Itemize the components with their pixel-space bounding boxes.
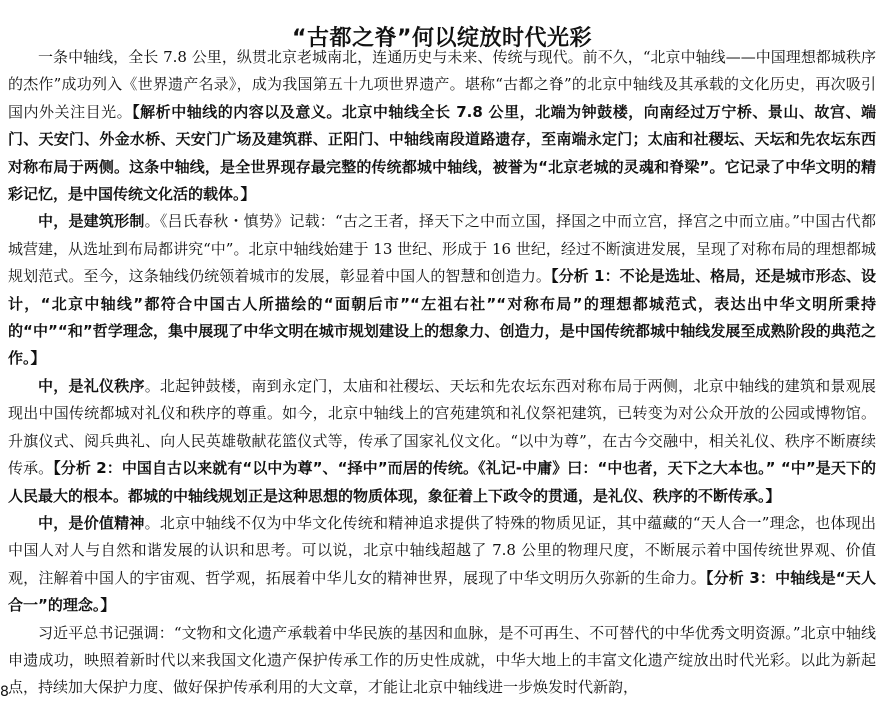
paragraph-conclusion <box>8 620 876 702</box>
paragraph-etiquette <box>8 373 876 510</box>
paragraph-text: 。北京中轴线不仅为中华文化传统和精神追求提供了特殊的物质见证，其中蕴藏的“天人合一”理念，也体现出中国人对人与自然和谐发展的认识和思考。可以说，北京中轴线超越了 7.8 公里的物理尺度，不断展示着中国传统世界观、价值观，注解着中国人的宇宙观、哲学观，拓展着中华儿女的精神世界，展现了中华文明历久弥新的生命力。 <box>8 513 876 587</box>
article-title: “古都之脊”何以绽放时代光彩 <box>292 25 592 51</box>
page-number: 8 <box>0 684 9 700</box>
analysis-note: 【分析 2：中国自古以来就有“以中为尊”、“择中”而居的传统。《礼记-中庸》曰：“中也者，天下之大本也。” “中”是天下的人民最大的根本。都城的中轴线规划正是这种思想的物质体现，象征着上下政令的贯通，是礼仪、秩序的不断传承。】 <box>8 459 876 505</box>
paragraph-text: 。《吕氏春秋・慎势》记载：“古之王者，择天下之中而立国，择国之中而立宫，择宫之中而立庙。”中国古代都城营建，从选址到布局都讲究“中”。北京中轴线始建于 13 世纪、形成于 16 世纪，经过不断演进发展，呈现了对称布局的理想都城规划范式。至今，这条轴线仍统领着城市的发展，彰显着中国人的智慧和创造力。 <box>8 212 876 286</box>
paragraph-text: 。北起钟鼓楼，南到永定门，太庙和社稷坛、天坛和先农坛东西对称布局于两侧，北京中轴线的建筑和景观展现出中国传统都城对礼仪和秩序的尊重。如今，北京中轴线上的宫苑建筑和礼仪祭祀建筑，已转变为对公众开放的公园或博物馆。升旗仪式、阅兵典礼、向人民英雄敬献花篮仪式等，传承了国家礼仪文化。“以中为尊”，在古今交融中，相关礼仪、秩序不断赓续传承。 <box>8 376 876 478</box>
paragraph-architecture <box>8 208 876 372</box>
analysis-note: 【分析 3：中轴线是“天人合一”的理念。】 <box>8 568 876 615</box>
paragraph-values <box>8 510 876 620</box>
analysis-note: 【分析 1：不论是选址、格局，还是城市形态、设计，“北京中轴线”都符合中国古人所描绘的“面朝后市”“左祖右社”“对称布局”的理想都城范式，表达出中华文明所秉持的“中”“和”哲学理念，集中展现了中华文明在城市规划建设上的想象力、创造力，是中国传统都城中轴线发展至成熟阶段的典范之作。】 <box>8 267 876 368</box>
paragraph-heading: 中，是价值精神 <box>38 513 145 532</box>
paragraph-intro <box>8 44 876 208</box>
article-body <box>8 44 876 702</box>
paragraph-text: 一条中轴线，全长 7.8 公里，纵贯北京老城南北，连通历史与未来、传统与现代。前不久，“北京中轴线——中国理想都城秩序的杰作”成功列入《世界遗产名录》，成为我国第五十九项世界遗产。堪称“古都之脊”的北京中轴线及其承载的文化历史，再次吸引国内外关注目光。 <box>8 48 876 121</box>
paragraph-heading: 中，是礼仪秩序 <box>38 376 145 395</box>
analysis-note: 【解析中轴线的内容以及意义。北京中轴线全长 7.8 公里，北端为钟鼓楼，向南经过万宁桥、景山、故宫、端门、天安门、外金水桥、天安门广场及建筑群、正阳门、中轴线南段道路遗存，至南端永定门；太庙和社稷坛、天坛和先农坛东西对称布局于两侧。这条中轴线，是全世界现存最完整的传统都城中轴线，被誉为“北京老城的灵魂和脊梁”。它记录了中华文明的精彩记忆，是中国传统文化活的载体。】 <box>8 102 876 204</box>
paragraph-text: 习近平总书记强调：“文物和文化遗产承载着中华民族的基因和血脉，是不可再生、不可替代的中华优秀文明资源。”北京中轴线申遗成功，映照着新时代以来我国文化遗产保护传承工作的历史性成就，中华大地上的丰富文化遗产绽放出时代光彩。以此为新起点，持续加大保护力度、做好保护传承利用的大文章，才能让北京中轴线进一步焕发时代新韵， <box>8 623 876 697</box>
paragraph-heading: 中，是建筑形制 <box>38 212 145 231</box>
